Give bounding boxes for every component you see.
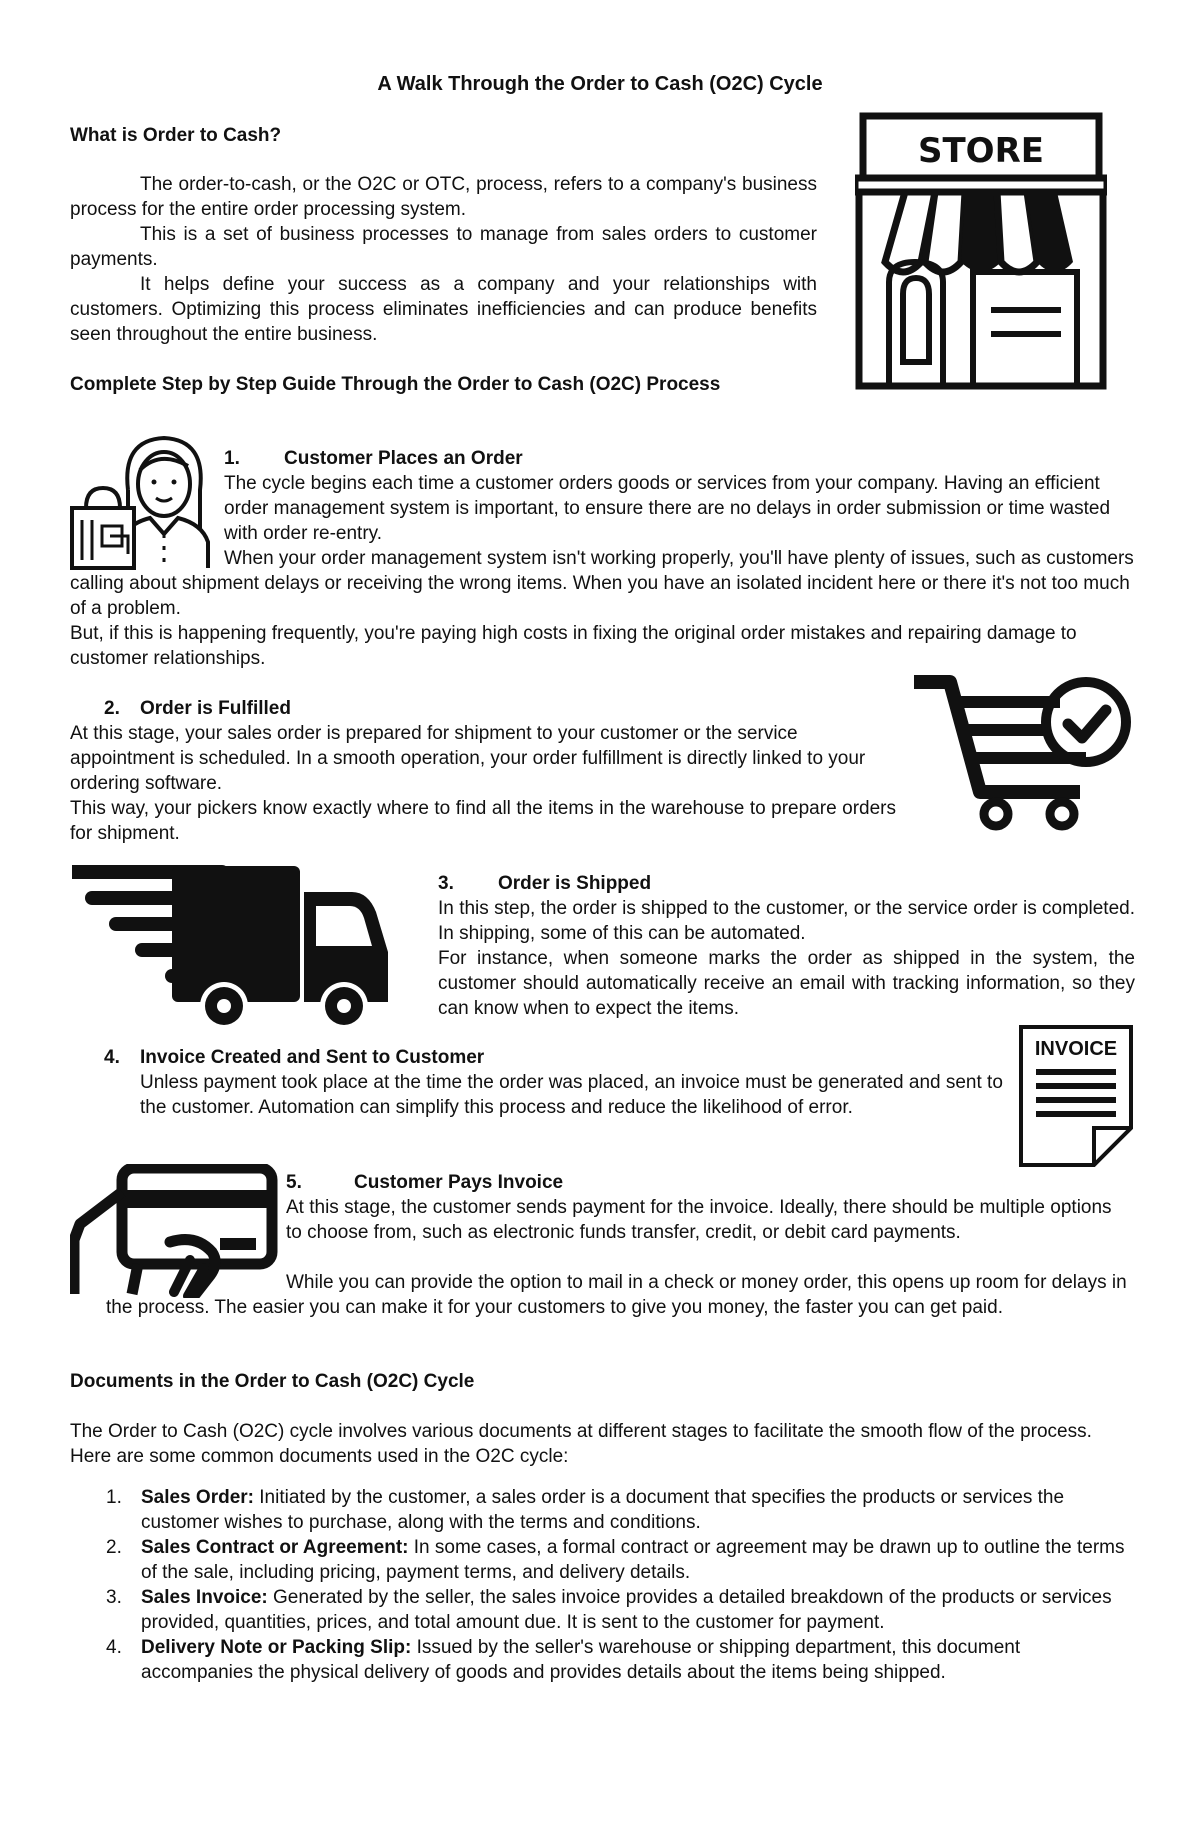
list-item-text: Generated by the seller, the sales invoice provides a detailed breakdown of the products or services provided, quantities, prices, and total amount due. It is sent to the customer for payment. [141,1587,1112,1633]
step-4-heading [104,1045,484,1070]
invoice-label: INVOICE [1034,1038,1118,1060]
step-1-paragraph-1: The cycle begins each time a customer orders goods or services from your company. Having an efficient order management system is important, to ensure there are no delays in order submission or time wasted with order re-entry. [224,473,1111,544]
list-item [70,1535,1130,1585]
step-3-number: 3. [438,873,454,894]
step-1-number: 1. [224,448,240,469]
store-icon [855,112,1107,390]
step-5-paragraph-2: While you can provide the option to mail in a check or money order, this opens up room for delays in the process. The easier you can make it for your customers to give you money, the faster you can get paid. [106,1272,1127,1318]
list-item-number: 3. [106,1587,122,1608]
step-4-paragraph-1: Unless payment took place at the time the order was placed, an invoice must be generated and sent to the customer. Automation can simplify this process and reduce the likelihood of error. [140,1072,1003,1118]
list-item-number: 2. [106,1537,122,1558]
step-1-paragraph-3: But, if this is happening frequently, you're paying high costs in fixing the original order mistakes and repairing damage to customer relationships. [70,623,1077,669]
list-item-term: Delivery Note or Packing Slip: [141,1637,412,1658]
step-5-paragraph-1: At this stage, the customer sends payment for the invoice. Ideally, there should be multiple options to choose from, such as electronic funds transfer, credit, or debit card payments. [286,1197,1112,1243]
list-item-text: Issued by the seller's warehouse or shipping department, this document accompanies the physical delivery of goods and provides details about the items being shipped. [141,1637,1021,1683]
step-4-title: Invoice Created and Sent to Customer [140,1047,485,1068]
documents-list [70,1485,1130,1685]
list-item-number: 1. [106,1487,122,1508]
list-item [70,1485,1130,1535]
list-item [70,1585,1130,1635]
step-1-paragraph-2: When your order management system isn't working properly, you'll have plenty of issues, such as customers calling about shipment delays or receiving the wrong items. When you have an isolated incident here or there it's not too much of a problem. [70,548,1134,619]
delivery-truck-icon [72,862,394,1030]
step-4-number: 4. [104,1047,120,1068]
documents-intro: The Order to Cash (O2C) cycle involves various documents at different stages to facilitate the smooth flow of the process. Here are some common documents used in the O2C cycle: [70,1421,1092,1467]
guide-heading: Complete Step by Step Guide Through the Order to Cash (O2C) Process [70,374,721,395]
list-item-term: Sales Order: [141,1487,254,1508]
step-2-number: 2. [104,698,120,719]
list-item-text: In some cases, a formal contract or agreement may be drawn up to outline the terms of the sale, including pricing, payment terms, and delivery details. [141,1537,1125,1583]
step-1-heading [224,446,523,471]
step-5-heading [286,1170,563,1195]
list-item-term: Sales Contract or Agreement: [141,1537,409,1558]
step-2-paragraph-2: This way, your pickers know exactly where to find all the items in the warehouse to prepare orders for shipment. [70,798,896,844]
intro-heading: What is Order to Cash? [70,125,282,146]
list-item-number: 4. [106,1637,122,1658]
step-1-title: Customer Places an Order [284,448,523,469]
page-title: A Walk Through the Order to Cash (O2C) Cycle [377,73,823,95]
step-3-title: Order is Shipped [498,873,652,894]
intro-paragraph-3: It helps define your success as a company and your relationships with customers. Optimizing this process eliminates inefficiencies and can produce benefits seen throughout the entire business. [70,274,817,345]
step-3-paragraph-1: In this step, the order is shipped to the customer, or the service order is completed. In shipping, some of this can be automated. [438,898,1135,944]
step-2-heading [104,696,291,721]
documents-heading: Documents in the Order to Cash (O2C) Cycle [70,1371,475,1392]
list-item-text: Initiated by the customer, a sales order is a document that specifies the products or services the customer wishes to purchase, along with the terms and conditions. [141,1487,1065,1533]
step-3-heading [438,871,651,896]
shopping-cart-check-icon [910,672,1132,832]
list-item-term: Sales Invoice: [141,1587,268,1608]
step-5-title: Customer Pays Invoice [354,1172,564,1193]
intro-paragraph-1: The order-to-cash, or the O2C or OTC, process, refers to a company's business process for the entire order processing system. [70,174,817,220]
list-item [70,1635,1130,1685]
store-sign-text: STORE [918,131,1044,171]
step-2-paragraph-1: At this stage, your sales order is prepared for shipment to your customer or the service appointment is scheduled. In a smooth operation, your order fulfillment is directly linked to your ordering software. [70,723,866,794]
step-5-number: 5. [286,1172,302,1193]
intro-paragraph-2: This is a set of business processes to manage from sales orders to customer payments. [70,224,817,270]
step-2-title: Order is Fulfilled [140,698,291,719]
invoice-document-icon [1018,1024,1134,1168]
step-3-paragraph-2: For instance, when someone marks the order as shipped in the system, the customer should automatically receive an email with tracking information, so they can know when to expect the items. [438,948,1135,1019]
